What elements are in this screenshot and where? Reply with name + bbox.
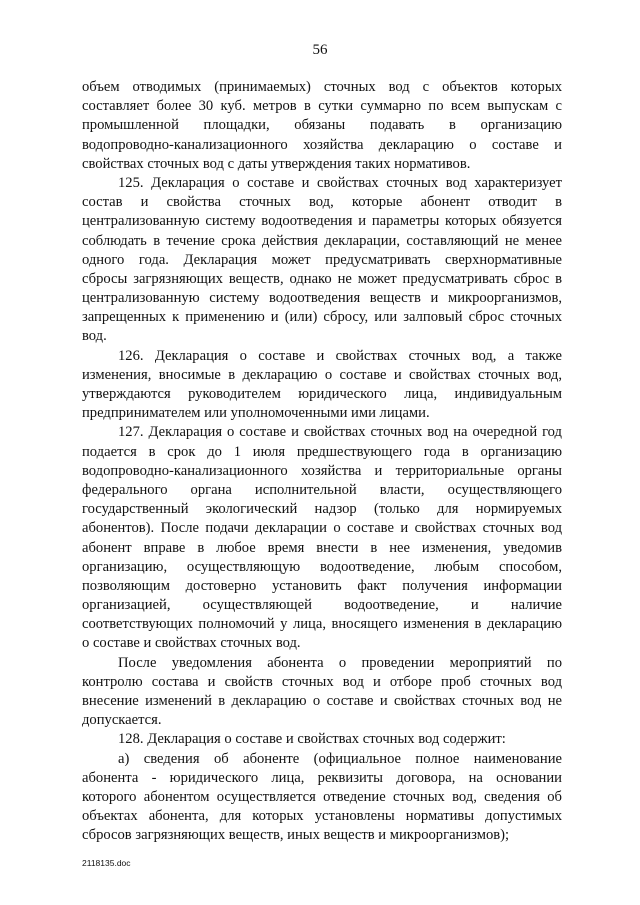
text-line: внесение изменений в декларацию о составе и свойствах сточных вод не (82, 693, 562, 709)
text-line: абонент вправе в любое время внести в нее изменения, уведомив (82, 539, 562, 556)
footer-filename: 2118135.doc (82, 858, 131, 868)
text-line: свойствах сточных вод с даты утверждения таких нормативов. (82, 155, 471, 172)
text-line: соблюдать в течение срока действия декларации, составляющий не менее (82, 232, 562, 249)
text-line: объем отводимых (принимаемых) сточных вод с объектов которых (82, 79, 562, 95)
text-line: которого абонентом осуществляется отведение сточных вод, сведения об (82, 788, 562, 805)
text-line: объектах абонента, для которых установлены нормативы допустимых (82, 808, 562, 825)
text-line: организацией, осуществляющей водоотведение, и наличие (82, 597, 562, 614)
text-line: соответствующих полномочий у лица, вносящего изменения в декларацию (82, 616, 562, 633)
text-line: изменения, вносимые в декларацию о составе и свойствах сточных вод, (82, 366, 562, 383)
text-line: государственный экологический надзор (только для нормируемых (82, 501, 562, 518)
text-line: запрещенных к применению и (или) сбросу, или залповый сброс сточных (82, 309, 562, 326)
text-line: о составе и свойствах сточных вод. (82, 635, 301, 652)
text-line: водопроводно-канализационного хозяйства и территориальные органы (82, 462, 562, 479)
text-line: подается в срок до 1 июля предшествующего года в организацию (82, 443, 562, 460)
paragraph (82, 174, 562, 347)
page-number: 56 (312, 42, 328, 58)
text-line: а) сведения об абоненте (официальное полное наименование (118, 750, 562, 767)
text-line: централизованную систему водоотведения веществ и микроорганизмов, (82, 290, 562, 307)
text-line: централизованную систему водоотведения и параметры которых обязуется (82, 213, 562, 230)
text-line: 125. Декларация о составе и свойствах сточных вод характеризует (118, 174, 562, 191)
text-line: сбросов загрязняющих веществ, иных веществ и микроорганизмов); (82, 827, 510, 844)
paragraph (82, 423, 562, 653)
text-line: абонента - юридического лица, реквизиты договора, на основании (82, 769, 562, 786)
text-line: организацию, осуществляющую водоотведение, любым способом, (82, 558, 562, 575)
paragraph (82, 750, 562, 846)
text-line: допускается. (82, 712, 162, 729)
text-line: промышленной площадки, обязаны подавать в организацию (82, 117, 562, 134)
text-line: 128. Декларация о составе и свойствах сточных вод содержит: (118, 731, 506, 748)
paragraph (82, 654, 562, 731)
text-line: 127. Декларация о составе и свойствах сточных вод на очередной год (118, 424, 562, 441)
text-line: контролю состава и свойств сточных вод и отборе проб сточных вод (82, 673, 562, 690)
text-line: 126. Декларация о составе и свойствах сточных вод, а также (118, 347, 562, 364)
text-line: сбросы загрязняющих веществ, однако не может предусматривать сброс в (82, 270, 562, 287)
paragraph (82, 730, 562, 749)
text-line: федерального органа исполнительной власти, осуществляющего (82, 481, 562, 498)
text-line: водопроводно-канализационного хозяйства декларацию о составе и (82, 136, 562, 153)
text-line: одного года. Декларация может предусматривать сверхнормативные (82, 251, 562, 268)
text-line: вод. (82, 328, 107, 345)
paragraph (82, 347, 562, 424)
text-line: предпринимателем или уполномоченными ими лицами. (82, 405, 430, 422)
text-line: утверждаются руководителем юридического лица, индивидуальным (82, 386, 562, 402)
text-line: составляет более 30 куб. метров в сутки суммарно по всем выпускам с (82, 98, 562, 115)
document-body (82, 78, 562, 846)
text-line: состав и свойства сточных вод, которые абонент отводит в (82, 194, 562, 211)
paragraph (82, 78, 562, 174)
text-line: абонентов). После подачи декларации о составе и свойствах сточных вод (82, 520, 562, 537)
text-line: После уведомления абонента о проведении мероприятий по (118, 654, 562, 671)
text-line: позволяющим достоверно установить факт получения информации (82, 577, 562, 594)
